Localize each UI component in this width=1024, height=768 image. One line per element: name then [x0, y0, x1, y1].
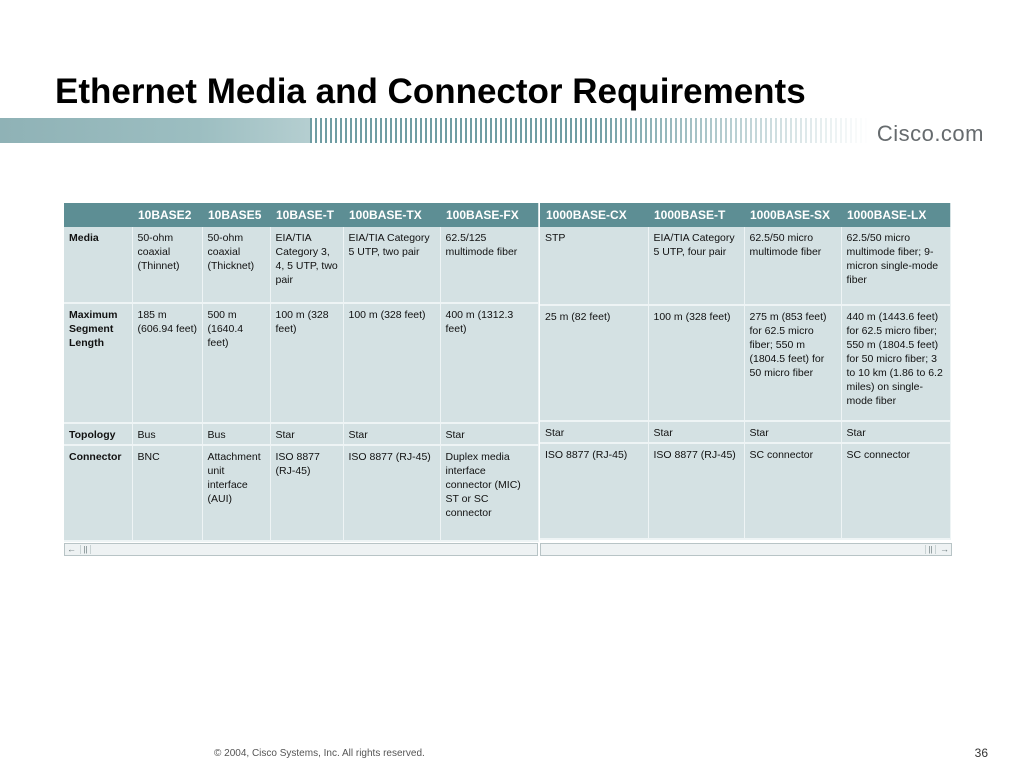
horizontal-scrollbar-left[interactable]	[64, 543, 538, 556]
header-cell-1000base-sx: 1000BASE-SX	[744, 203, 841, 227]
header-cell-10base5: 10BASE5	[202, 203, 270, 227]
table-cell: Star	[343, 423, 440, 445]
row-header-max-segment: Maximum Segment Length	[64, 303, 132, 423]
header-cell-1000base-t: 1000BASE-T	[648, 203, 744, 227]
header-cell-100base-fx: 100BASE-FX	[440, 203, 538, 227]
table-row-connector	[540, 443, 950, 539]
page-number: 36	[974, 746, 988, 760]
table-cell: 500 m (1640.4 feet)	[202, 303, 270, 423]
table-cell: 100 m (328 feet)	[270, 303, 343, 423]
table-cell: 50-ohm coaxial (Thicknet)	[202, 227, 270, 303]
table-cell: ISO 8877 (RJ-45)	[343, 445, 440, 541]
table-cell: Duplex media interface connector (MIC) ST or SC connector	[440, 445, 538, 541]
table-cell: Star	[744, 421, 841, 443]
table-row-topology	[540, 421, 950, 443]
table-cell: Star	[540, 421, 648, 443]
table-cell: EIA/TIA Category 5 UTP, two pair	[343, 227, 440, 303]
table-cell: SC connector	[841, 443, 950, 539]
ethernet-table-right	[540, 203, 951, 540]
table-cell: 275 m (853 feet) for 62.5 micro fiber; 550 m (1804.5 feet) for 50 micro fiber	[744, 305, 841, 421]
table-cell: EIA/TIA Category 5 UTP, four pair	[648, 227, 744, 305]
table-cell: Star	[841, 421, 950, 443]
table-row-topology	[64, 423, 538, 445]
table-cell: EIA/TIA Category 3, 4, 5 UTP, two pair	[270, 227, 343, 303]
horizontal-scrollbar-right[interactable]	[540, 543, 952, 556]
header-band-solid	[0, 118, 330, 143]
header-cell-1000base-lx: 1000BASE-LX	[841, 203, 950, 227]
table-cell: Star	[270, 423, 343, 445]
table-cell: 62.5/50 micro multimode fiber; 9-micron single-mode fiber	[841, 227, 950, 305]
table-cell: 50-ohm coaxial (Thinnet)	[132, 227, 202, 303]
table-cell: STP	[540, 227, 648, 305]
scroll-right-arrow-icon[interactable]: →	[940, 544, 949, 554]
table-row-max-segment	[540, 305, 950, 421]
cisco-logo: Cisco.com	[876, 121, 984, 146]
row-header-media: Media	[64, 227, 132, 303]
table-cell: Bus	[132, 423, 202, 445]
header-cell-10base-t: 10BASE-T	[270, 203, 343, 227]
table-cell: 400 m (1312.3 feet)	[440, 303, 538, 423]
table-cell: 62.5/125 multimode fiber	[440, 227, 538, 303]
header-row	[64, 203, 538, 227]
table-cell: ISO 8877 (RJ-45)	[270, 445, 343, 541]
header-row	[540, 203, 950, 227]
header-cell-10base2: 10BASE2	[132, 203, 202, 227]
table-cell: Star	[648, 421, 744, 443]
table-cell: BNC	[132, 445, 202, 541]
ethernet-table-left	[64, 203, 539, 542]
table-cell: Star	[440, 423, 538, 445]
table-cell: 185 m (606.94 feet)	[132, 303, 202, 423]
copyright-footer: © 2004, Cisco Systems, Inc. All rights reserved.	[214, 748, 425, 759]
header-cell-empty	[64, 203, 132, 227]
row-header-topology: Topology	[64, 423, 132, 445]
table-cell: 25 m (82 feet)	[540, 305, 648, 421]
header-cell-100base-tx: 100BASE-TX	[343, 203, 440, 227]
table-cell: ISO 8877 (RJ-45)	[648, 443, 744, 539]
header-cell-1000base-cx: 1000BASE-CX	[540, 203, 648, 227]
table-row-max-segment	[64, 303, 538, 423]
header-band-stripes	[310, 118, 870, 143]
scroll-thumb-grip-icon[interactable]: ||	[80, 545, 91, 554]
slide-title: Ethernet Media and Connector Requirements	[55, 72, 806, 111]
table-cell: Attachment unit interface (AUI)	[202, 445, 270, 541]
table-cell: 100 m (328 feet)	[343, 303, 440, 423]
scroll-left-arrow-icon[interactable]: ←	[67, 544, 76, 554]
scroll-thumb-grip-icon[interactable]: ||	[925, 545, 936, 554]
table-cell: Bus	[202, 423, 270, 445]
table-cell: ISO 8877 (RJ-45)	[540, 443, 648, 539]
table-cell: 100 m (328 feet)	[648, 305, 744, 421]
table-cell: SC connector	[744, 443, 841, 539]
table-cell: 440 m (1443.6 feet) for 62.5 micro fiber; 550 m (1804.5 feet) for 50 micro fiber; 3 to 10 km (1.86 to 6.2 miles) on single-mode fiber	[841, 305, 950, 421]
table-cell: 62.5/50 micro multimode fiber	[744, 227, 841, 305]
header-band	[0, 118, 1024, 143]
table-row-media	[540, 227, 950, 305]
table-row-media	[64, 227, 538, 303]
table-row-connector	[64, 445, 538, 541]
row-header-connector: Connector	[64, 445, 132, 541]
